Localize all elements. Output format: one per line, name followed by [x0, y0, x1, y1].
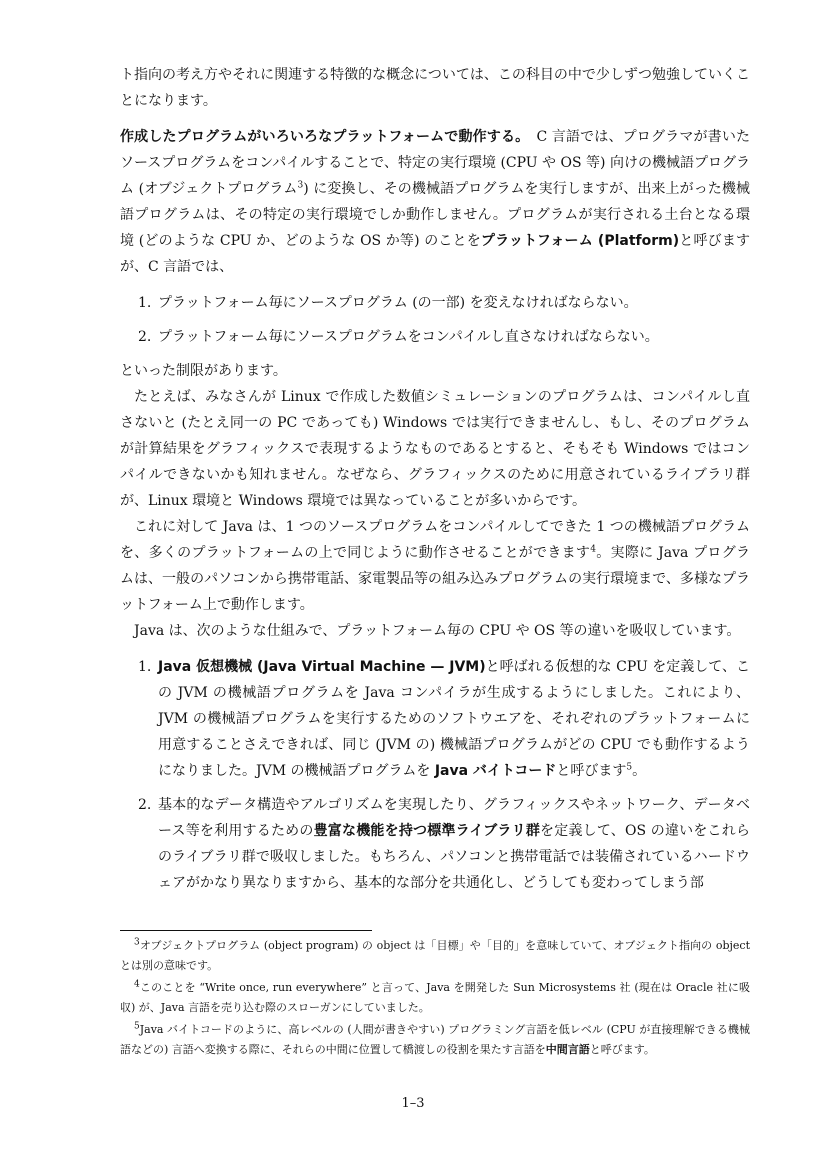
footnote-ref-5[interactable]: 5: [626, 762, 633, 773]
footnote: [120, 936, 750, 976]
list-number: 1.: [138, 659, 152, 675]
intro-paragraph: ト指向の考え方やそれに関連する特徴的な概念については、この科目の中で少しずつ勉強していくことになります。: [120, 67, 750, 109]
footnote-mark: 4: [134, 979, 140, 990]
page-body: [120, 62, 750, 904]
list-text: を定義して、OS の違いをこれらのライブラリ群で吸収しました。もちろん、パソコンと携帯電話では装備されているハードウェアがかなり異なりますから、基本的な部分を共通化し、どうしても変わってしまう部: [158, 823, 750, 891]
footnote: [120, 1020, 750, 1060]
limits-list: [120, 290, 750, 350]
list-number: 1.: [138, 295, 152, 311]
footnote-mark: 3: [134, 937, 140, 948]
list-item: [120, 654, 750, 784]
bytecode-term: Java バイトコード: [434, 763, 557, 779]
list-text: プラットフォーム毎にソースプログラム (の一部) を変えなければならない。: [158, 295, 638, 311]
java-text-b: 。実際に Java プログラムは、一般のパソコンから携帯電話、家電製品等の組み込みプログラムの実行環境まで、多様なプラットフォーム上で動作します。: [120, 545, 750, 613]
platform-paragraph: [120, 124, 750, 280]
after-limits-text: といった制限があります。: [120, 363, 287, 379]
footnotes: [120, 936, 750, 1062]
list-item: [120, 792, 750, 896]
list-item: [120, 324, 750, 350]
list-text: と呼ばれる仮想的な CPU を定義して、この JVM の機械語プログラムを Java コンパイラが生成するようにしました。これにより、JVM の機械語プログラムを実行するためのソフトウエアを、それぞれのプラットフォームに用意することさえできれば、同じ (JVM の) 機械語プログラムがどの CPU でも動作するようになりました。JVM の機械語プログラムを: [158, 659, 750, 779]
java-text-a: これに対して Java は、1 つのソースプログラムをコンパイルしてできた 1 つの機械語プログラムを、多くのプラットフォームの上で同じように動作させることができます: [120, 519, 750, 561]
java-paragraph: [120, 514, 750, 618]
platform-text-a: C 言語では、プログラマが書いたソースプログラムをコンパイルすることで、特定の実行環境 (CPU や OS 等) 向けの機械語プログラム (オブジェクトプログラム: [120, 129, 750, 197]
platform-text-b: ) に変換し、その機械語プログラムを実行しますが、出来上がった機械語プログラムは、その特定の実行環境でしか動作しません。プログラムが実行される土台となる環境 (どのような CPU か、どのような OS か等) のことを: [120, 181, 750, 249]
footnote-text: と呼びます。: [589, 1043, 655, 1056]
platform-lead-heading: 作成したプログラムがいろいろなプラットフォームで動作する。: [120, 129, 523, 145]
list-text: 基本的なデータ構造やアルゴリズムを実現したり、グラフィックスやネットワーク、データベース等を利用するための: [158, 797, 750, 839]
platform-term: プラットフォーム (Platform): [480, 233, 680, 249]
footnote-text: このことを “Write once, run everywhere” と言って、Java を開発した Sun Microsystems 社 (現在は Oracle 社に吸収) が、Java 言語を売り込む際のスローガンにしていました。: [120, 981, 750, 1014]
intermediate-language-term: 中間言語: [545, 1043, 590, 1056]
example-paragraph: たとえば、みなさんが Linux で作成した数値シミュレーションのプログラムは、コンパイルし直さないと (たとえ同一の PC であっても) Windows では実行できませんし、もし、そのプログラムが計算結果をグラフィックスで表現するようなものであるとすると、そもそも Windows ではコンパイルできないかも知れません。なぜなら、グラフィックスのために用意されているライブラリ群が、Linux 環境と Windows 環境では異なっていることが多いからです。: [120, 389, 750, 509]
footnote-text: Java バイトコードのように、高レベルの (人間が書きやすい) プログラミング言語を低レベル (CPU が直接理解できる機械語などの) 言語へ変換する際に、それらの中間に位置して橋渡しの役割を果たす言語を: [120, 1023, 750, 1056]
jvm-term: Java 仮想機械 (Java Virtual Machine — JVM): [158, 659, 486, 675]
mechanisms-list: [120, 654, 750, 896]
footnote-text: オブジェクトプログラム (object program) の object は「目標」や「目的」を意味していて、オブジェクト指向の object とは別の意味です。: [120, 939, 750, 972]
stdlib-term: 豊富な機能を持つ標準ライブラリ群: [313, 823, 541, 839]
footnote-ref-4[interactable]: 4: [590, 544, 596, 555]
list-text: 。: [632, 763, 647, 779]
footnote-mark: 5: [134, 1021, 140, 1032]
list-number: 2.: [138, 329, 152, 345]
list-text: プラットフォーム毎にソースプログラムをコンパイルし直さなければならない。: [158, 329, 659, 345]
platform-text-c: と呼びますが、C 言語では、: [120, 233, 750, 275]
mechanism-intro: Java は、次のような仕組みで、プラットフォーム毎の CPU や OS 等の違いを吸収しています。: [134, 623, 741, 639]
list-number: 2.: [138, 797, 152, 813]
list-item: [120, 290, 750, 316]
page-number: 1–3: [401, 1096, 425, 1111]
footnote-ref-3[interactable]: 3: [297, 180, 304, 191]
footnote-divider: [120, 930, 372, 931]
list-text: と呼びます: [556, 763, 627, 779]
footnote: [120, 978, 750, 1018]
